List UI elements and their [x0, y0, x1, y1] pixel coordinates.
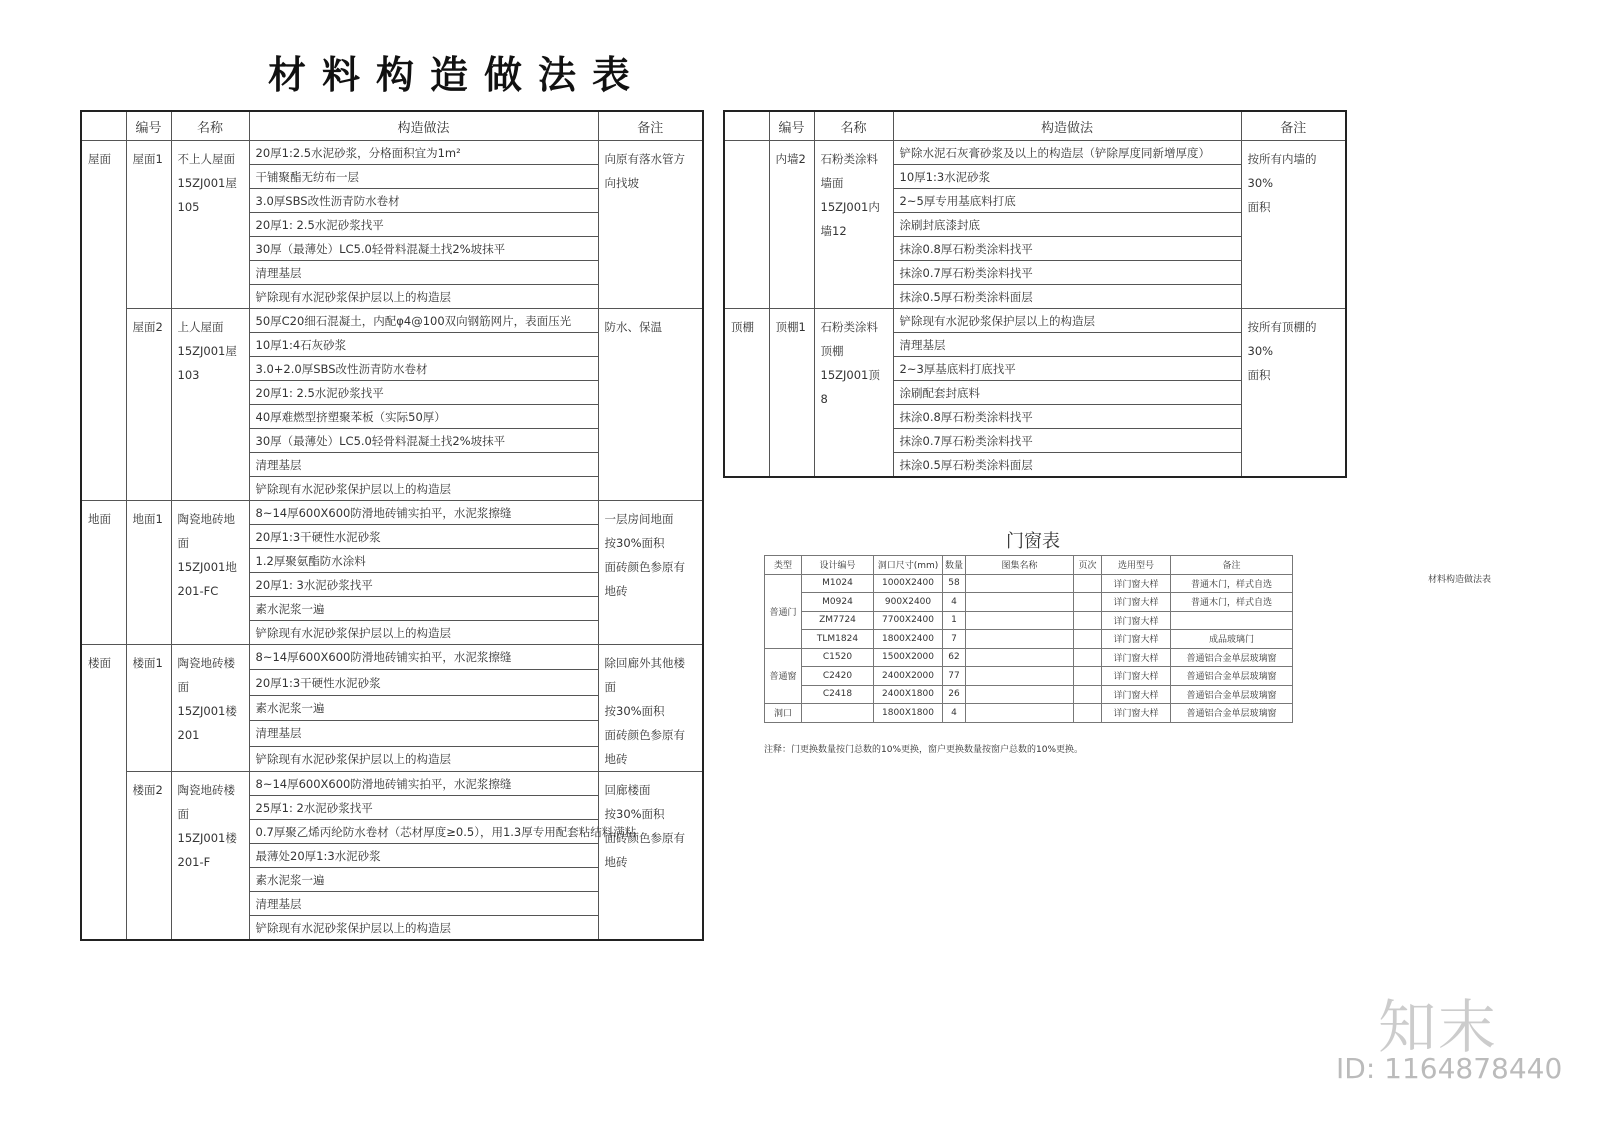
type-cell: 普通窗: [765, 648, 802, 704]
remark-cell: 一层房间地面 按30%面积 面砖颜色参原有地砖: [598, 501, 703, 645]
construction-step: 3.0厚SBS改性沥青防水卷材: [249, 189, 598, 213]
type-cell: 洞口: [765, 704, 802, 723]
column-header: 选用型号: [1102, 556, 1171, 575]
table-cell: 900X2400: [874, 593, 943, 612]
code-cell: 屋面1: [126, 141, 171, 309]
table-cell: [966, 574, 1074, 593]
construction-step: 涂刷封底漆封底: [893, 213, 1241, 237]
construction-step: 抹涂0.5厚石粉类涂料面层: [893, 285, 1241, 309]
construction-step: 20厚1: 2.5水泥砂浆找平: [249, 381, 598, 405]
table-cell: 详门窗大样: [1102, 593, 1171, 612]
table-cell: 普通木门，样式自选: [1171, 574, 1293, 593]
page-title: 材料构造做法表: [268, 53, 647, 97]
table-cell: 普通铝合金单层玻璃窗: [1171, 704, 1293, 723]
table-cell: C2420: [802, 667, 874, 686]
table-cell: [966, 685, 1074, 704]
table-cell: 1000X2400: [874, 574, 943, 593]
table-cell: M1024: [802, 574, 874, 593]
table-cell: 4: [943, 704, 966, 723]
construction-step: 40厚难燃型挤塑聚苯板（实际50厚）: [249, 405, 598, 429]
construction-step: 8~14厚600X600防滑地砖铺实拍平，水泥浆擦缝: [249, 501, 598, 525]
table-cell: 详门窗大样: [1102, 667, 1171, 686]
construction-step: 8~14厚600X600防滑地砖铺实拍平，水泥浆擦缝: [249, 772, 598, 796]
construction-step: 3.0+2.0厚SBS改性沥青防水卷材: [249, 357, 598, 381]
construction-step: 10厚1:3水泥砂浆: [893, 165, 1241, 189]
header-row: [724, 111, 1346, 141]
door-window-table-title: 门窗表: [1006, 531, 1060, 552]
table-cell: [1074, 593, 1102, 612]
table-cell: [1074, 685, 1102, 704]
column-header: 洞口尺寸(mm): [874, 556, 943, 575]
table-row: [81, 772, 703, 796]
column-header: 名称: [814, 111, 893, 141]
table-cell: [966, 648, 1074, 667]
column-header: 页次: [1074, 556, 1102, 575]
category-cell: 楼面: [81, 645, 126, 941]
remark-cell: 按所有顶棚的30% 面积: [1241, 309, 1346, 478]
table-cell: [1074, 704, 1102, 723]
table-row: [765, 685, 1293, 704]
category-cell: 地面: [81, 501, 126, 645]
construction-step: 涂刷配套封底料: [893, 381, 1241, 405]
construction-step: 20厚1: 2.5水泥砂浆找平: [249, 213, 598, 237]
category-cell: [724, 141, 769, 309]
table-cell: [1074, 574, 1102, 593]
table-cell: 7700X2400: [874, 611, 943, 630]
watermark-id: ID: 1164878440: [1336, 1052, 1563, 1085]
table-cell: 1800X1800: [874, 704, 943, 723]
table-cell: 7: [943, 630, 966, 649]
column-header: 设计编号: [802, 556, 874, 575]
column-header: [81, 111, 126, 141]
table-row: [81, 501, 703, 525]
table-cell: [1074, 611, 1102, 630]
construction-step: 最薄处20厚1:3水泥砂浆: [249, 844, 598, 868]
construction-step: 铲除现有水泥砂浆保护层以上的构造层: [249, 916, 598, 941]
table-row: [765, 704, 1293, 723]
table-row: [765, 648, 1293, 667]
code-cell: 内墙2: [769, 141, 814, 309]
material-table-right: [723, 110, 1347, 478]
construction-step: 2~5厚专用基底料打底: [893, 189, 1241, 213]
table-cell: [1074, 630, 1102, 649]
column-header: 编号: [126, 111, 171, 141]
table-cell: 2400X2000: [874, 667, 943, 686]
table-cell: 详门窗大样: [1102, 648, 1171, 667]
construction-step: 清理基层: [249, 721, 598, 746]
name-cell: 陶瓷地砖楼面 15ZJ001楼201-F: [171, 772, 249, 941]
construction-step: 抹涂0.8厚石粉类涂料找平: [893, 405, 1241, 429]
header-row: [765, 556, 1293, 575]
table-cell: 26: [943, 685, 966, 704]
table-row: [724, 141, 1346, 165]
column-header: [724, 111, 769, 141]
table-row: [81, 141, 703, 165]
construction-step: 0.7厚聚乙烯丙纶防水卷材（芯材厚度≥0.5），用1.3厚专用配套粘结料满粘: [249, 820, 598, 844]
table-cell: [966, 630, 1074, 649]
construction-step: 30厚（最薄处）LC5.0轻骨料混凝土找2%坡抹平: [249, 237, 598, 261]
column-header: 图集名称: [966, 556, 1074, 575]
construction-step: 素水泥浆一遍: [249, 695, 598, 720]
table-row: [765, 630, 1293, 649]
table-cell: 1800X2400: [874, 630, 943, 649]
construction-step: 抹涂0.5厚石粉类涂料面层: [893, 453, 1241, 478]
column-header: 构造做法: [249, 111, 598, 141]
table-cell: C2418: [802, 685, 874, 704]
code-cell: 楼面1: [126, 645, 171, 772]
construction-step: 素水泥浆一遍: [249, 597, 598, 621]
name-cell: 石粉类涂料顶棚 15ZJ001顶8: [814, 309, 893, 478]
construction-step: 抹涂0.7厚石粉类涂料找平: [893, 429, 1241, 453]
table-cell: 2400X1800: [874, 685, 943, 704]
remark-cell: 向原有落水管方向找坡: [598, 141, 703, 309]
table-cell: 详门窗大样: [1102, 685, 1171, 704]
code-cell: 顶棚1: [769, 309, 814, 478]
construction-step: 25厚1: 2水泥砂浆找平: [249, 796, 598, 820]
remark-cell: 回廊楼面 按30%面积 面砖颜色参原有地砖: [598, 772, 703, 941]
table-cell: [1171, 611, 1293, 630]
table-cell: 普通铝合金单层玻璃窗: [1171, 685, 1293, 704]
construction-step: 50厚C20细石混凝土，内配φ4@100双向钢筋网片，表面压光: [249, 309, 598, 333]
name-cell: 陶瓷地砖楼面 15ZJ001楼201: [171, 645, 249, 772]
table-cell: 详门窗大样: [1102, 611, 1171, 630]
table-cell: 普通木门，样式自选: [1171, 593, 1293, 612]
remark-cell: 除回廊外其他楼面 按30%面积 面砖颜色参原有地砖: [598, 645, 703, 772]
code-cell: 屋面2: [126, 309, 171, 501]
table-cell: ZM7724: [802, 611, 874, 630]
construction-step: 30厚（最薄处）LC5.0轻骨料混凝土找2%坡抹平: [249, 429, 598, 453]
type-cell: 普通门: [765, 574, 802, 648]
construction-step: 清理基层: [249, 261, 598, 285]
table-cell: 普通铝合金单层玻璃窗: [1171, 667, 1293, 686]
door-window-table: [764, 555, 1293, 723]
construction-step: 20厚1: 3水泥砂浆找平: [249, 573, 598, 597]
column-header: 类型: [765, 556, 802, 575]
table-cell: 62: [943, 648, 966, 667]
category-cell: 顶棚: [724, 309, 769, 478]
table-row: [765, 611, 1293, 630]
table-cell: 4: [943, 593, 966, 612]
remark-cell: 按所有内墙的30% 面积: [1241, 141, 1346, 309]
construction-step: 铲除现有水泥砂浆保护层以上的构造层: [249, 477, 598, 501]
watermark-logo: 知末: [1378, 993, 1499, 1061]
table-row: [81, 309, 703, 333]
name-cell: 石粉类涂料墙面 15ZJ001内墙12: [814, 141, 893, 309]
construction-step: 8~14厚600X600防滑地砖铺实拍平，水泥浆擦缝: [249, 645, 598, 670]
table-cell: 普通铝合金单层玻璃窗: [1171, 648, 1293, 667]
table-cell: [966, 667, 1074, 686]
side-label: 材料构造做法表: [1428, 575, 1492, 585]
table-cell: [802, 704, 874, 723]
construction-step: 铲除现有水泥砂浆保护层以上的构造层: [249, 746, 598, 771]
material-table-left: [80, 110, 704, 941]
table-row: [724, 309, 1346, 333]
column-header: 备注: [1171, 556, 1293, 575]
name-cell: 陶瓷地砖地面 15ZJ001地201-FC: [171, 501, 249, 645]
table-row: [81, 645, 703, 670]
construction-step: 抹涂0.7厚石粉类涂料找平: [893, 261, 1241, 285]
remark-cell: 防水、保温: [598, 309, 703, 501]
name-cell: 不上人屋面 15ZJ001屋105: [171, 141, 249, 309]
table-cell: 详门窗大样: [1102, 574, 1171, 593]
column-header: 名称: [171, 111, 249, 141]
column-header: 构造做法: [893, 111, 1241, 141]
construction-step: 2~3厚基底料打底找平: [893, 357, 1241, 381]
construction-step: 清理基层: [249, 892, 598, 916]
table-cell: [966, 593, 1074, 612]
construction-step: 清理基层: [893, 333, 1241, 357]
column-header: 备注: [598, 111, 703, 141]
table-cell: M0924: [802, 593, 874, 612]
column-header: 备注: [1241, 111, 1346, 141]
construction-step: 铲除现有水泥砂浆保护层以上的构造层: [893, 309, 1241, 333]
table-cell: TLM1824: [802, 630, 874, 649]
table-cell: 77: [943, 667, 966, 686]
table-cell: C1520: [802, 648, 874, 667]
name-cell: 上人屋面 15ZJ001屋103: [171, 309, 249, 501]
column-header: 编号: [769, 111, 814, 141]
construction-step: 铲除水泥石灰膏砂浆及以上的构造层（铲除厚度同新增厚度）: [893, 141, 1241, 165]
code-cell: 楼面2: [126, 772, 171, 941]
table-cell: 详门窗大样: [1102, 630, 1171, 649]
table-cell: [1074, 648, 1102, 667]
construction-step: 铲除现有水泥砂浆保护层以上的构造层: [249, 285, 598, 309]
construction-step: 铲除现有水泥砂浆保护层以上的构造层: [249, 621, 598, 645]
table-row: [765, 593, 1293, 612]
table-cell: [966, 704, 1074, 723]
construction-step: 清理基层: [249, 453, 598, 477]
code-cell: 地面1: [126, 501, 171, 645]
table-cell: [1074, 667, 1102, 686]
table-row: [765, 574, 1293, 593]
construction-step: 20厚1:3干硬性水泥砂浆: [249, 670, 598, 695]
construction-step: 干铺聚酯无纺布一层: [249, 165, 598, 189]
table-cell: 详门窗大样: [1102, 704, 1171, 723]
table-cell: 58: [943, 574, 966, 593]
category-cell: 屋面: [81, 141, 126, 501]
construction-step: 抹涂0.8厚石粉类涂料找平: [893, 237, 1241, 261]
table-cell: 1500X2000: [874, 648, 943, 667]
table-cell: [966, 611, 1074, 630]
construction-step: 10厚1:4石灰砂浆: [249, 333, 598, 357]
construction-step: 素水泥浆一遍: [249, 868, 598, 892]
table-row: [765, 667, 1293, 686]
table-cell: 1: [943, 611, 966, 630]
construction-step: 20厚1:2.5水泥砂浆，分格面积宜为1m²: [249, 141, 598, 165]
door-window-note: 注释：门更换数量按门总数的10%更换，窗户更换数量按窗户总数的10%更换。: [764, 745, 1084, 755]
table-cell: 成品玻璃门: [1171, 630, 1293, 649]
header-row: [81, 111, 703, 141]
construction-step: 20厚1:3干硬性水泥砂浆: [249, 525, 598, 549]
column-header: 数量: [943, 556, 966, 575]
construction-step: 1.2厚聚氨酯防水涂料: [249, 549, 598, 573]
